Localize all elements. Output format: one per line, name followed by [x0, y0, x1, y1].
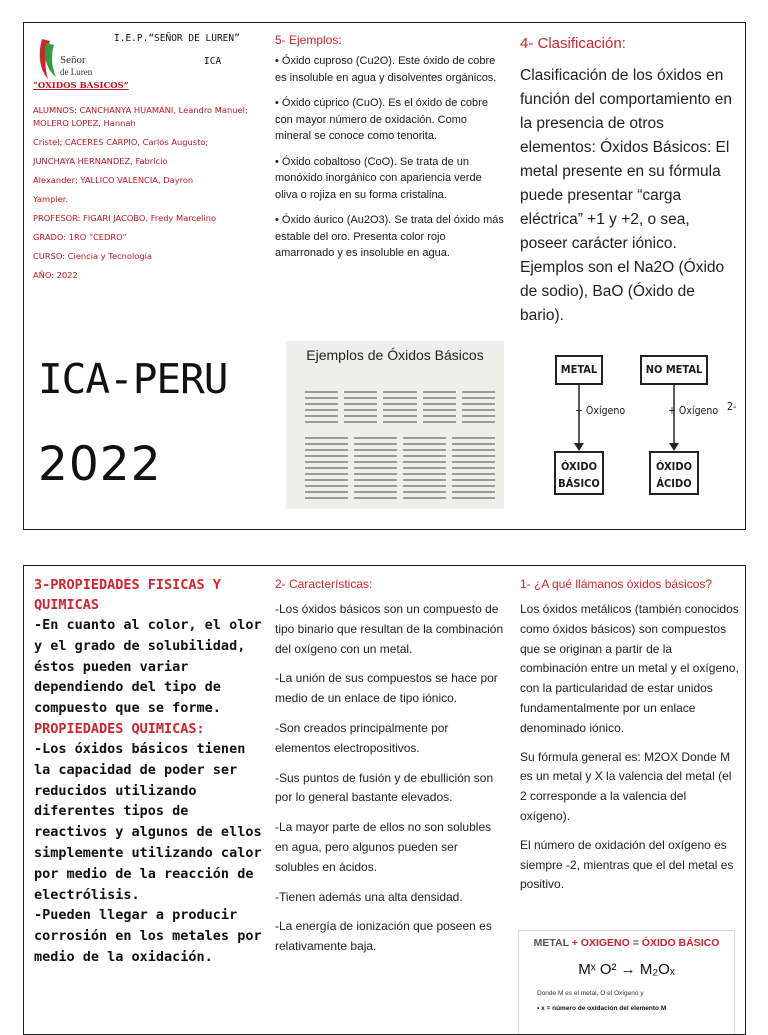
feature-item: -Sus puntos de fusión y de ebullición son por lo general bastante elevados.	[275, 770, 494, 805]
charge-label: 2-	[727, 401, 737, 413]
feature-item: -Son creados principalmente por elementos electropositivos.	[275, 720, 449, 755]
info-line: Yampier.	[33, 194, 69, 204]
classification-heading: 4- Clasificación:	[520, 35, 626, 52]
student-info	[33, 104, 261, 288]
info-line: CURSO: Ciencia y Tecnología	[33, 251, 153, 261]
example-item: • Óxido áurico (Au2O3). Se trata del óxido más estable del oro. Presenta color rojo amarronado y es insoluble en agua.	[275, 214, 504, 259]
definition-paragraph: El número de oxidación del oxígeno es siempre -2, mientras que el del metal es positivo.	[520, 837, 734, 892]
properties-title: 3-PROPIEDADES FISICAS Y QUIMICAS	[34, 577, 221, 613]
school-name: I.E.P.“SEÑOR DE LUREN”	[114, 33, 240, 44]
examples-table-top	[302, 389, 498, 425]
acid-oxide-box: ÓXIDO ÁCIDO	[649, 451, 699, 495]
big-title: ICA-PERU	[38, 355, 228, 403]
feature-item: -Tienen además una alta densidad.	[275, 889, 463, 904]
oxide-diagram	[521, 351, 746, 501]
info-line: ALUMNOS: CANCHANYA HUAMANI, Leandro Manuel; MOLERO LOPEZ, Hannah	[33, 105, 248, 128]
feature-item: -Los óxidos básicos son un compuesto de tipo binario que resultan de la combinación del oxígeno con un metal.	[275, 602, 504, 656]
definition-paragraph: Los óxidos metálicos (también conocidos como óxidos básicos) son compuestos que se originan a partir de la combinación entre un metal y el oxígeno, con la particularidad de estar unidos fundamentalmente por un enlace denominado iónico.	[520, 602, 739, 735]
nonmetal-box: NO METAL	[640, 355, 708, 385]
city-label: ICA	[204, 56, 222, 67]
info-line: PROFESOR: FIGARI JACOBO, Fredy Marcelino	[33, 213, 217, 223]
classification-text: Clasificación de los óxidos en función del comportamiento en la presencia de otros elementos: Óxidos Básicos: El metal presente en su fórmula puede presentar “carga eléctrica” +1 y +2, o sea, poseer carácter iónico. Ejemplos son el Na2O (Óxido de sodio), BaO (Óxido de bario).	[520, 67, 732, 324]
info-line: Alexander; YALLICO VALENCIA, Dayron	[33, 175, 194, 185]
properties-text: -En cuanto al color, el olor y el grado de solubilidad, éstos pueden variar dependiendo del tipo de compuesto que se forme.	[34, 617, 262, 717]
plus-oxygen-label: + Oxígeno	[668, 405, 719, 417]
properties-text: -Los óxidos básicos tienen la capacidad de poder ser reducidos utilizando diferentes tipos de reactivos y algunos de ellos simplemente utilizando calor por medio de la reacción de electrólisis.	[34, 740, 262, 903]
examples-table-bottom	[302, 435, 498, 501]
formula-equation: Mˣ O² → M₂Oₓ	[578, 961, 675, 978]
formula-title	[519, 937, 734, 949]
chemical-properties-title: PROPIEDADES QUIMICAS:	[34, 720, 205, 737]
formula-title-eq: =	[632, 937, 639, 949]
logo-text-bottom: de Luren	[60, 67, 93, 77]
school-logo	[36, 35, 98, 83]
features-column	[269, 566, 514, 1034]
cover-column	[24, 23, 269, 529]
formula-title-result: ÓXIDO BÁSICO	[641, 937, 720, 949]
example-item: • Óxido cuproso (Cu2O). Este óxido de cobre es insoluble en agua y disolventes orgánicos.	[275, 55, 497, 84]
basic-oxide-box: ÓXIDO BÁSICO	[554, 451, 604, 495]
brochure-page-back	[23, 565, 746, 1035]
info-line: GRADO: 1RO “CEDRO”	[33, 232, 127, 242]
formula-title-metal: METAL	[533, 937, 569, 949]
formula-title-oxygen: OXIGENO	[580, 937, 630, 949]
example-item: • Óxido cobaltoso (CoO). Se trata de un monóxido inorgánico con apariencia verde oliva o rojiza en su forma cristalina.	[275, 155, 482, 201]
topic-title: “OXIDOS BASICOS”	[33, 81, 129, 91]
big-year: 2022	[38, 437, 162, 492]
plus-oxygen-label: + Oxígeno	[575, 405, 626, 417]
examples-heading: 5- Ejemplos:	[275, 33, 342, 47]
example-item: • Óxido cúprico (CuO). Es el óxido de cobre con mayor número de oxidación. Como mineral se conoce como tenorita.	[275, 97, 488, 142]
definition-heading: 1- ¿A qué llámanos óxidos básicos?	[520, 577, 713, 591]
feature-item: -La mayor parte de ellos no son solubles en agua, pero algunos pueden ser solubles en ácidos.	[275, 820, 492, 874]
examples-table-image	[286, 341, 504, 509]
logo-text-top: Señor	[60, 54, 86, 66]
properties-column	[24, 566, 269, 1034]
properties-text: -Pueden llegar a producir corrosión en los metales por medio de la oxidación.	[34, 907, 262, 965]
feature-item: -La unión de sus compuestos se hace por medio de un enlace de tipo iónico.	[275, 671, 498, 706]
formula-note: Donde M es el metal, O el Oxígeno y	[537, 990, 644, 997]
formula-title-plus: +	[571, 937, 578, 949]
formula-bullet: • x = número de oxidación del elemento M	[537, 1005, 667, 1012]
features-heading: 2- Características:	[275, 577, 373, 591]
info-line: AÑO: 2022	[33, 270, 78, 280]
definition-paragraph: Su fórmula general es: M2OX Donde M es un metal y X la valencia del metal (el 2 corresponde a la valencia del oxígeno).	[520, 749, 732, 823]
metal-box: METAL	[555, 355, 603, 385]
examples-image-title: Ejemplos de Óxidos Básicos	[306, 347, 484, 363]
formula-image	[519, 931, 734, 1035]
brochure-page-front	[23, 22, 746, 530]
info-line: JUNCHAYA HERNANDEZ, Fabricio	[33, 156, 168, 166]
feature-item: -La energía de ionización que poseen es relativamente baja.	[275, 919, 492, 954]
info-line: Cristel; CACERES CARPIO, Carlos Augusto;	[33, 137, 209, 147]
